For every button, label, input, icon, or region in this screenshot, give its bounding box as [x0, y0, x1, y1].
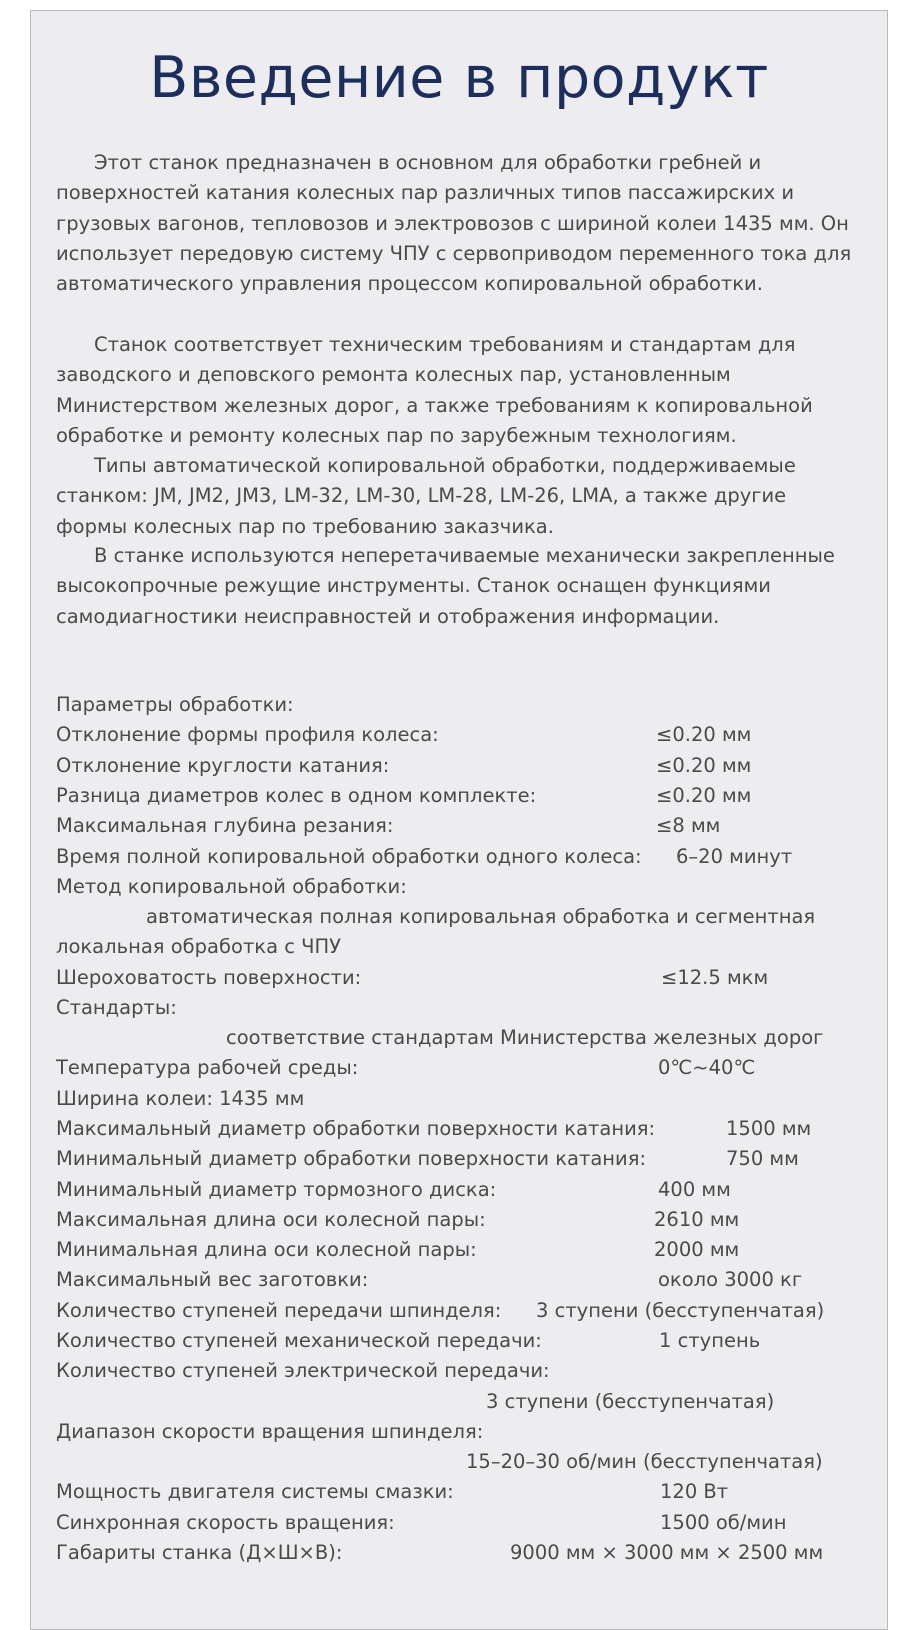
params-header: Параметры обработки:	[56, 693, 294, 716]
intro-paragraph-standards: Станок соответствует техническим требованиям и стандартам для заводского и деповского ремонта колесных пар, установленным Министерством железных дорог, а также требованиям к копировальной обработке и ремонту колесных пар по зарубежным технологиям.	[56, 333, 813, 447]
param-label: Количество ступеней механической передачи:	[56, 1329, 542, 1352]
param-label: Шероховатость поверхности:	[56, 966, 362, 989]
param-label: Минимальный диаметр обработки поверхности катания:	[56, 1147, 647, 1170]
param-min-axle-length	[56, 1235, 846, 1265]
param-cut-depth	[56, 811, 846, 841]
param-value: 1500 об/мин	[660, 1511, 787, 1534]
param-value: ≤12.5 мкм	[661, 966, 769, 989]
param-max-axle-length	[56, 1205, 846, 1235]
param-value: ≤0.20 мм	[656, 723, 752, 746]
param-method-label: Метод копировальной обработки:	[56, 875, 407, 898]
param-label: Максимальный вес заготовки:	[56, 1268, 369, 1291]
page-title: Введение в продукт	[149, 45, 769, 111]
param-value: 2610 мм	[654, 1208, 740, 1231]
param-roundness-deviation	[56, 751, 846, 781]
param-label: Минимальная длина оси колесной пары:	[56, 1238, 477, 1261]
param-max-weight	[56, 1265, 846, 1295]
param-dimensions	[56, 1538, 846, 1568]
param-method-value-line1: автоматическая полная копировальная обработка и сегментная	[146, 905, 816, 928]
param-diameter-difference	[56, 781, 846, 811]
param-value: 3 ступени (бесступенчатая)	[536, 1299, 825, 1322]
param-value: ≤8 мм	[656, 814, 721, 837]
param-max-tread-diameter	[56, 1114, 846, 1144]
param-value: 0℃~40℃	[658, 1056, 756, 1079]
param-lube-power	[56, 1477, 846, 1507]
param-elec-steps-label: Количество ступеней электрической передачи:	[56, 1359, 550, 1382]
param-label: Мощность двигателя системы смазки:	[56, 1480, 454, 1503]
intro-paragraph-tools: В станке используются неперетачиваемые механически закрепленные высокопрочные режущие инструменты. Станок оснащен функциями самодиагностики неисправностей и отображения информации.	[56, 544, 835, 628]
param-value: 6–20 минут	[676, 845, 793, 868]
param-label: Максимальная длина оси колесной пары:	[56, 1208, 486, 1231]
param-value: 1500 мм	[726, 1117, 812, 1140]
intro-paragraph-purpose: Этот станок предназначен в основном для обработки гребней и поверхностей катания колесных пар различных типов пассажирских и грузовых вагонов, тепловозов и электровозов с шириной колеи 1435 мм. Он использует передовую систему ЧПУ с сервоприводом переменного тока для автоматического управления процессом копировальной обработки.	[56, 151, 852, 296]
param-mech-steps	[56, 1326, 846, 1356]
param-label: Количество ступеней передачи шпинделя:	[56, 1299, 502, 1322]
param-label: Габариты станка (Д×Ш×В):	[56, 1541, 343, 1564]
param-value: 120 Вт	[660, 1480, 729, 1503]
param-standards-value: соответствие стандартам Министерства железных дорог	[226, 1026, 824, 1049]
param-min-tread-diameter	[56, 1144, 846, 1174]
param-label: Температура рабочей среды:	[56, 1056, 359, 1079]
param-label: Минимальный диаметр тормозного диска:	[56, 1178, 497, 1201]
param-label: Максимальный диаметр обработки поверхности катания:	[56, 1117, 656, 1140]
param-value: 750 мм	[726, 1147, 799, 1170]
param-value: около 3000 кг	[658, 1268, 803, 1291]
param-sync-speed	[56, 1508, 846, 1538]
param-label: Синхронная скорость вращения:	[56, 1511, 395, 1534]
param-gauge: Ширина колеи: 1435 мм	[56, 1087, 305, 1110]
param-value: 2000 мм	[654, 1238, 740, 1261]
param-full-processing-time	[56, 842, 846, 872]
param-value: 9000 мм × 3000 мм × 2500 мм	[510, 1541, 824, 1564]
param-standards-label: Стандарты:	[56, 996, 177, 1019]
param-label: Разница диаметров колес в одном комплекте:	[56, 784, 537, 807]
param-label: Время полной копировальной обработки одного колеса:	[56, 845, 642, 868]
param-spindle-steps	[56, 1296, 846, 1326]
param-value: 400 мм	[658, 1178, 731, 1201]
param-brake-disc-diameter	[56, 1175, 846, 1205]
param-speed-range-value: 15–20–30 об/мин (бесступенчатая)	[466, 1450, 823, 1473]
param-value: ≤0.20 мм	[656, 784, 752, 807]
param-value: ≤0.20 мм	[656, 754, 752, 777]
param-roughness	[56, 963, 846, 993]
param-value: 1 ступень	[659, 1329, 761, 1352]
param-label: Отклонение формы профиля колеса:	[56, 723, 439, 746]
param-method-value-line2: локальная обработка с ЧПУ	[56, 935, 342, 958]
intro-paragraph-profiles: Типы автоматической копировальной обработки, поддерживаемые станком: JM, JM2, JM3, LM-32, LM-30, LM-28, LM-26, LMA, а также другие формы колесных пар по требованию заказчика.	[56, 454, 796, 538]
param-label: Отклонение круглости катания:	[56, 754, 390, 777]
param-label: Максимальная глубина резания:	[56, 814, 394, 837]
param-temperature	[56, 1053, 846, 1083]
param-speed-range-label: Диапазон скорости вращения шпинделя:	[56, 1420, 484, 1443]
param-profile-deviation	[56, 720, 846, 750]
param-elec-steps-value: 3 ступени (бесступенчатая)	[486, 1390, 775, 1413]
